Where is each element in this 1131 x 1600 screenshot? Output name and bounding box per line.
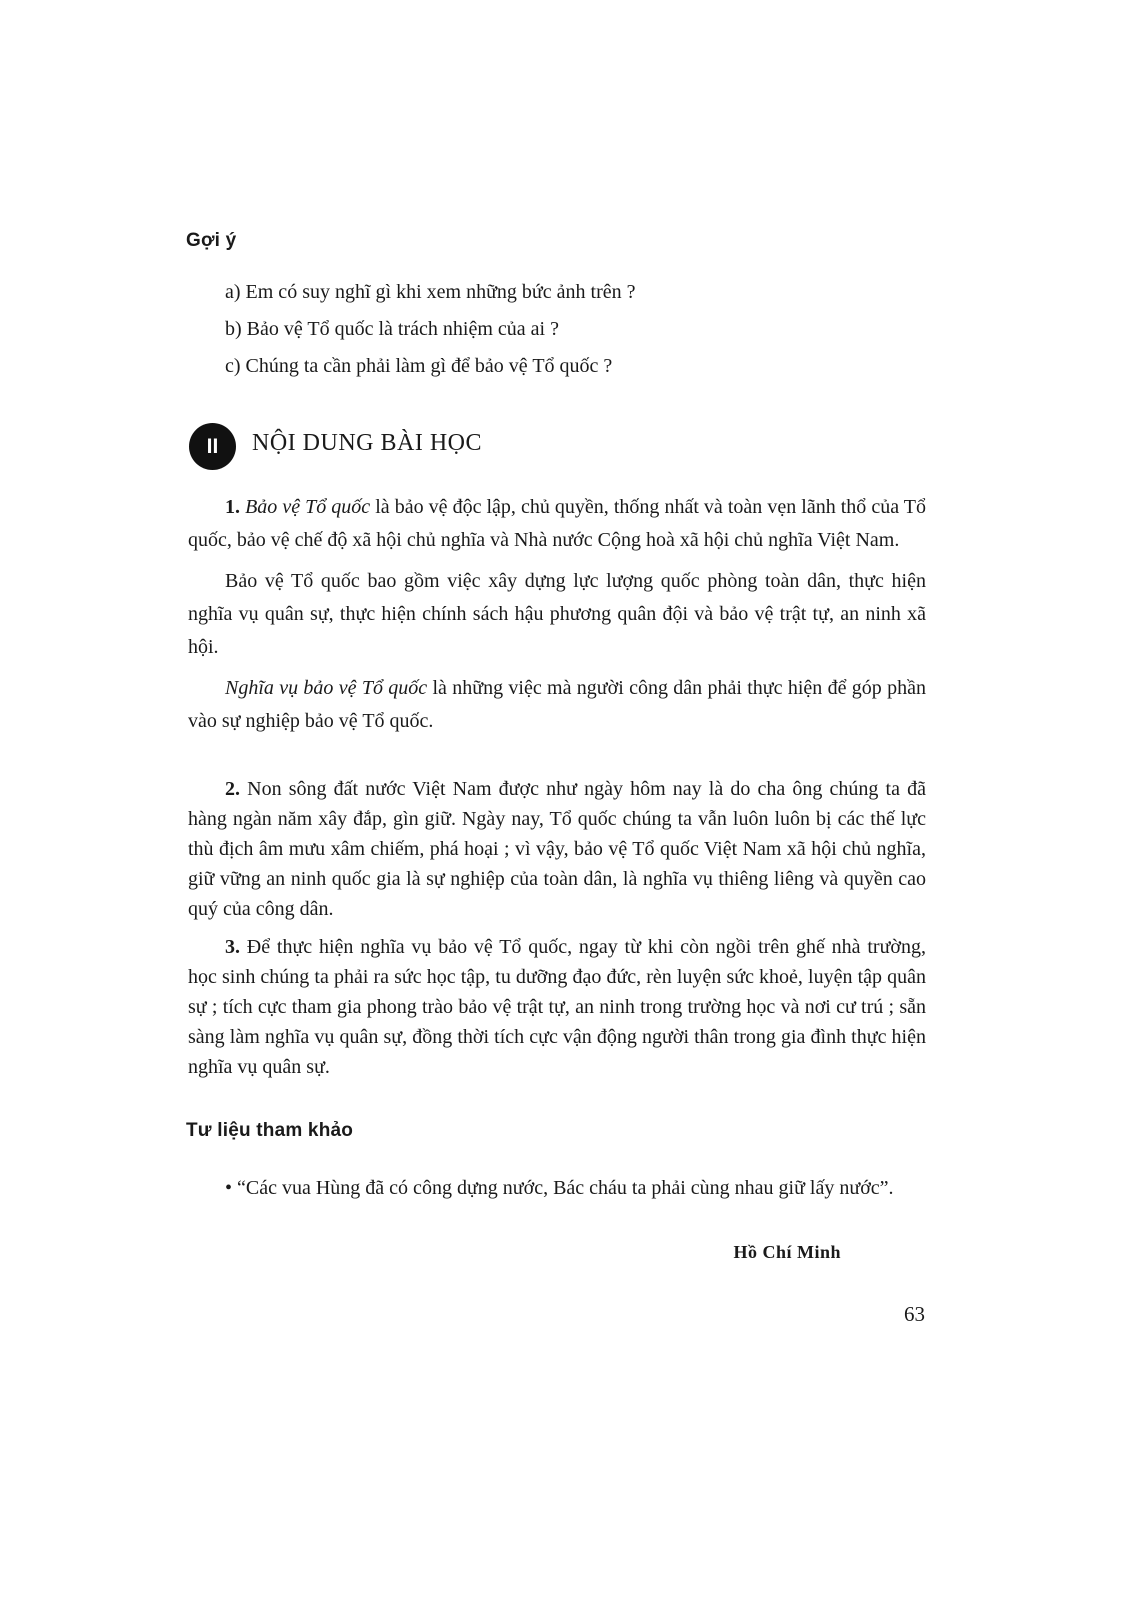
paragraph-4 — [188, 774, 926, 924]
item-number-3: 3. — [225, 936, 240, 958]
quote-text: “Các vua Hùng đã có công dựng nước, Bác cháu ta phải cùng nhau giữ lấy nước”. — [232, 1177, 894, 1199]
paragraph-2 — [188, 565, 926, 664]
section-number-badge: II — [189, 423, 236, 470]
paragraph-5 — [188, 932, 926, 1082]
page-number: 63 — [904, 1302, 925, 1326]
hint-question-c: c) Chúng ta cần phải làm gì để bảo vệ Tổ quốc ? — [225, 355, 613, 377]
hint-question-list — [225, 278, 925, 389]
paragraph-1-text: là bảo vệ độc lập, chủ quyền, thống nhất và toàn vẹn lãnh thổ của Tổ quốc, bảo vệ chế độ xã hội chủ nghĩa và Nhà nước Cộng hoà xã hội chủ nghĩa Việt Nam. — [188, 496, 927, 551]
paragraph-3 — [188, 672, 926, 738]
term-nghia-vu: Nghĩa vụ bảo vệ Tổ quốc — [225, 677, 428, 699]
item-number-1: 1. — [225, 496, 240, 518]
paragraph-2-text: Bảo vệ Tổ quốc bao gồm việc xây dựng lực lượng quốc phòng toàn dân, thực hiện nghĩa vụ quân sự, thực hiện chính sách hậu phương quân đội và bảo vệ trật tự, an ninh xã hội. — [188, 570, 926, 658]
paragraph-3-text: là những việc mà người công dân phải thực hiện để góp phần vào sự nghiệp bảo vệ Tổ quốc. — [188, 677, 927, 732]
section-title: NỘI DUNG BÀI HỌC — [252, 430, 482, 456]
paragraph-5-text: Để thực hiện nghĩa vụ bảo vệ Tổ quốc, ngay từ khi còn ngồi trên ghế nhà trường, học sinh chúng ta phải ra sức học tập, tu dưỡng đạo đức, rèn luyện sức khoẻ, luyện tập quân sự ; tích cực tham gia phong trào bảo vệ trật tự, an ninh trong trường học và nơi cư trú ; sẵn sàng làm nghĩa vụ quân sự, đồng thời tích cực vận động người thân trong gia đình thực hiện nghĩa vụ quân sự. — [188, 936, 926, 1078]
paragraph-1 — [188, 491, 926, 557]
hint-question-b: b) Bảo vệ Tổ quốc là trách nhiệm của ai ? — [225, 318, 559, 340]
quote-paragraph — [188, 1172, 926, 1205]
lesson-content-part1 — [188, 491, 926, 738]
item-number-2: 2. — [225, 778, 240, 800]
bullet-icon: • — [225, 1177, 233, 1199]
reference-heading: Tư liệu tham khảo — [186, 1120, 354, 1141]
term-bao-ve-to-quoc: Bảo vệ Tổ quốc — [245, 496, 371, 518]
paragraph-4-text: Non sông đất nước Việt Nam được như ngày hôm nay là do cha ông chúng ta đã hàng ngàn năm xây đắp, gìn giữ. Ngày nay, Tổ quốc chúng ta vẫn luôn luôn bị các thế lực thù địch âm mưu xâm chiếm, phá hoại ; vì vậy, bảo vệ Tổ quốc Việt Nam xã hội chủ nghĩa, giữ vững an ninh quốc gia là sự nghiệp của toàn dân, là nghĩa vụ thiêng liêng và quyền cao quý của công dân. — [188, 778, 926, 920]
quote-author: Hồ Chí Minh — [733, 1242, 841, 1262]
hint-heading: Gợi ý — [186, 230, 237, 251]
lesson-content-part2 — [188, 774, 926, 1082]
reference-quote — [188, 1172, 926, 1205]
hint-question-a: a) Em có suy nghĩ gì khi xem những bức ảnh trên ? — [225, 281, 636, 303]
